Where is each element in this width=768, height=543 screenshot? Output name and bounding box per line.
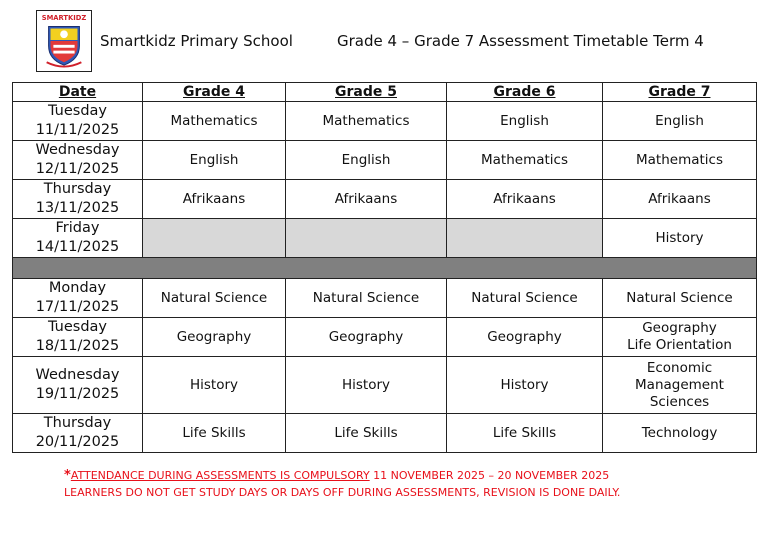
date-cell bbox=[13, 414, 143, 453]
grade-6-subject-cell bbox=[447, 318, 603, 357]
grade-6-subject-cell bbox=[447, 180, 603, 219]
weekday-label: Friday bbox=[55, 220, 100, 236]
subject-label: Life Skills bbox=[334, 424, 398, 441]
date-cell bbox=[13, 219, 143, 258]
subject-label: Sciences bbox=[649, 393, 710, 410]
grade-7-subject-cell bbox=[603, 279, 757, 318]
column-header-grade-4: Grade 4 bbox=[143, 83, 286, 102]
school-name: Smartkidz Primary School bbox=[100, 32, 293, 50]
subject-label: Natural Science bbox=[160, 289, 268, 306]
grade-7-subject-cell bbox=[603, 102, 757, 141]
column-header-grade-7: Grade 7 bbox=[603, 83, 757, 102]
notes-line-1 bbox=[64, 467, 620, 484]
column-header-date: Date bbox=[13, 83, 143, 102]
grade-4-subject-cell bbox=[143, 279, 286, 318]
subject-label: Natural Science bbox=[471, 289, 578, 306]
timetable-title: Grade 4 – Grade 7 Assessment Timetable Term 4 bbox=[337, 32, 704, 50]
logo-text: SMARTKIDZ bbox=[41, 13, 87, 22]
grade-5-subject-cell bbox=[286, 141, 447, 180]
subject-label: History bbox=[341, 376, 391, 393]
weekday-label: Thursday bbox=[43, 415, 112, 431]
date-cell bbox=[13, 102, 143, 141]
subject-label: Geography bbox=[487, 328, 562, 345]
grade-4-subject-cell bbox=[143, 180, 286, 219]
subject-label: Afrikaans bbox=[493, 190, 556, 207]
column-header-grade-6: Grade 6 bbox=[447, 83, 603, 102]
grade-6-subject-cell bbox=[447, 141, 603, 180]
date-cell bbox=[13, 180, 143, 219]
grade-5-subject-cell bbox=[286, 279, 447, 318]
table-row bbox=[13, 279, 757, 318]
grade-6-subject-cell bbox=[447, 102, 603, 141]
assessment-notes bbox=[64, 467, 620, 501]
subject-label: Life Skills bbox=[182, 424, 246, 441]
weekday-label: Tuesday bbox=[48, 319, 107, 335]
subject-label: Mathematics bbox=[481, 151, 568, 168]
subject-label: History bbox=[655, 229, 704, 246]
school-crest-icon bbox=[37, 11, 91, 71]
subject-label: Economic bbox=[646, 359, 713, 376]
weekday-label: Tuesday bbox=[48, 103, 107, 119]
grade-4-subject-cell bbox=[143, 141, 286, 180]
grade-4-subject-cell bbox=[143, 318, 286, 357]
asterisk: * bbox=[64, 468, 71, 483]
subject-label: English bbox=[189, 151, 239, 168]
weekday-label: Thursday bbox=[43, 181, 112, 197]
grade-7-subject-cell bbox=[603, 141, 757, 180]
subject-label: Geography bbox=[642, 320, 717, 336]
grade-5-subject-cell bbox=[286, 414, 447, 453]
weekday-label: Monday bbox=[48, 280, 107, 296]
subject-label: Life Skills bbox=[492, 424, 557, 441]
table-row bbox=[13, 141, 757, 180]
grade-4-subject-cell bbox=[143, 219, 286, 258]
subject-label: Life Orientation bbox=[627, 337, 732, 353]
subject-label: History bbox=[500, 376, 549, 393]
subject-label: Mathematics bbox=[322, 112, 410, 129]
date-label: 20/11/2025 bbox=[35, 434, 120, 450]
date-label: 12/11/2025 bbox=[35, 161, 120, 177]
grade-6-subject-cell bbox=[447, 357, 603, 414]
weekday-label: Wednesday bbox=[35, 367, 120, 383]
subject-label: English bbox=[655, 112, 704, 129]
date-cell bbox=[13, 141, 143, 180]
grade-4-subject-cell bbox=[143, 357, 286, 414]
grade-5-subject-cell bbox=[286, 318, 447, 357]
assessment-period: 11 NOVEMBER 2025 – 20 NOVEMBER 2025 bbox=[369, 469, 610, 482]
grade-6-subject-cell bbox=[447, 219, 603, 258]
assessment-timetable bbox=[12, 82, 757, 453]
grade-5-subject-cell bbox=[286, 102, 447, 141]
week-separator-row bbox=[13, 258, 757, 279]
subject-label: Geography bbox=[176, 328, 252, 345]
grade-6-subject-cell bbox=[447, 279, 603, 318]
table-row bbox=[13, 180, 757, 219]
grade-7-subject-cell bbox=[603, 219, 757, 258]
date-label: 14/11/2025 bbox=[35, 239, 120, 255]
table-row bbox=[13, 414, 757, 453]
subject-label: Management bbox=[635, 376, 724, 393]
grade-4-subject-cell bbox=[143, 102, 286, 141]
grade-5-subject-cell bbox=[286, 219, 447, 258]
subject-label: English bbox=[500, 112, 549, 129]
week-separator bbox=[13, 258, 757, 279]
grade-7-subject-cell bbox=[603, 357, 757, 414]
attendance-notice: ATTENDANCE DURING ASSESSMENTS IS COMPULSORY bbox=[70, 469, 370, 482]
subject-label: Afrikaans bbox=[182, 190, 246, 207]
column-header-grade-5: Grade 5 bbox=[286, 83, 447, 102]
subject-label: Afrikaans bbox=[648, 190, 711, 207]
date-label: 17/11/2025 bbox=[35, 299, 120, 315]
table-row bbox=[13, 318, 757, 357]
table-row bbox=[13, 219, 757, 258]
subject-label: Mathematics bbox=[170, 112, 258, 129]
subject-label: Natural Science bbox=[626, 289, 733, 306]
notes-line-2: LEARNERS DO NOT GET STUDY DAYS OR DAYS OFF DURING ASSESSMENTS, REVISION IS DONE DAILY. bbox=[64, 486, 621, 499]
subject-label: Afrikaans bbox=[334, 190, 398, 207]
subject-label: Technology bbox=[641, 424, 718, 441]
subject-label: Natural Science bbox=[312, 289, 420, 306]
weekday-label: Wednesday bbox=[35, 142, 120, 158]
grade-5-subject-cell bbox=[286, 180, 447, 219]
subject-label: Mathematics bbox=[636, 151, 723, 168]
grade-5-subject-cell bbox=[286, 357, 447, 414]
date-label: 11/11/2025 bbox=[35, 122, 120, 138]
subject-label: History bbox=[189, 376, 239, 393]
subject-label: English bbox=[341, 151, 391, 168]
header-row bbox=[13, 83, 757, 102]
table-row bbox=[13, 102, 757, 141]
subject-label: Geography bbox=[328, 328, 404, 345]
grade-4-subject-cell bbox=[143, 414, 286, 453]
grade-7-subject-cell bbox=[603, 414, 757, 453]
date-cell bbox=[13, 357, 143, 414]
table-row bbox=[13, 357, 757, 414]
grade-7-subject-cell bbox=[603, 318, 757, 357]
date-label: 18/11/2025 bbox=[35, 338, 120, 354]
date-cell bbox=[13, 318, 143, 357]
date-cell bbox=[13, 279, 143, 318]
date-label: 19/11/2025 bbox=[35, 386, 120, 402]
date-label: 13/11/2025 bbox=[35, 200, 120, 216]
school-logo bbox=[36, 10, 92, 72]
grade-6-subject-cell bbox=[447, 414, 603, 453]
grade-7-subject-cell bbox=[603, 180, 757, 219]
